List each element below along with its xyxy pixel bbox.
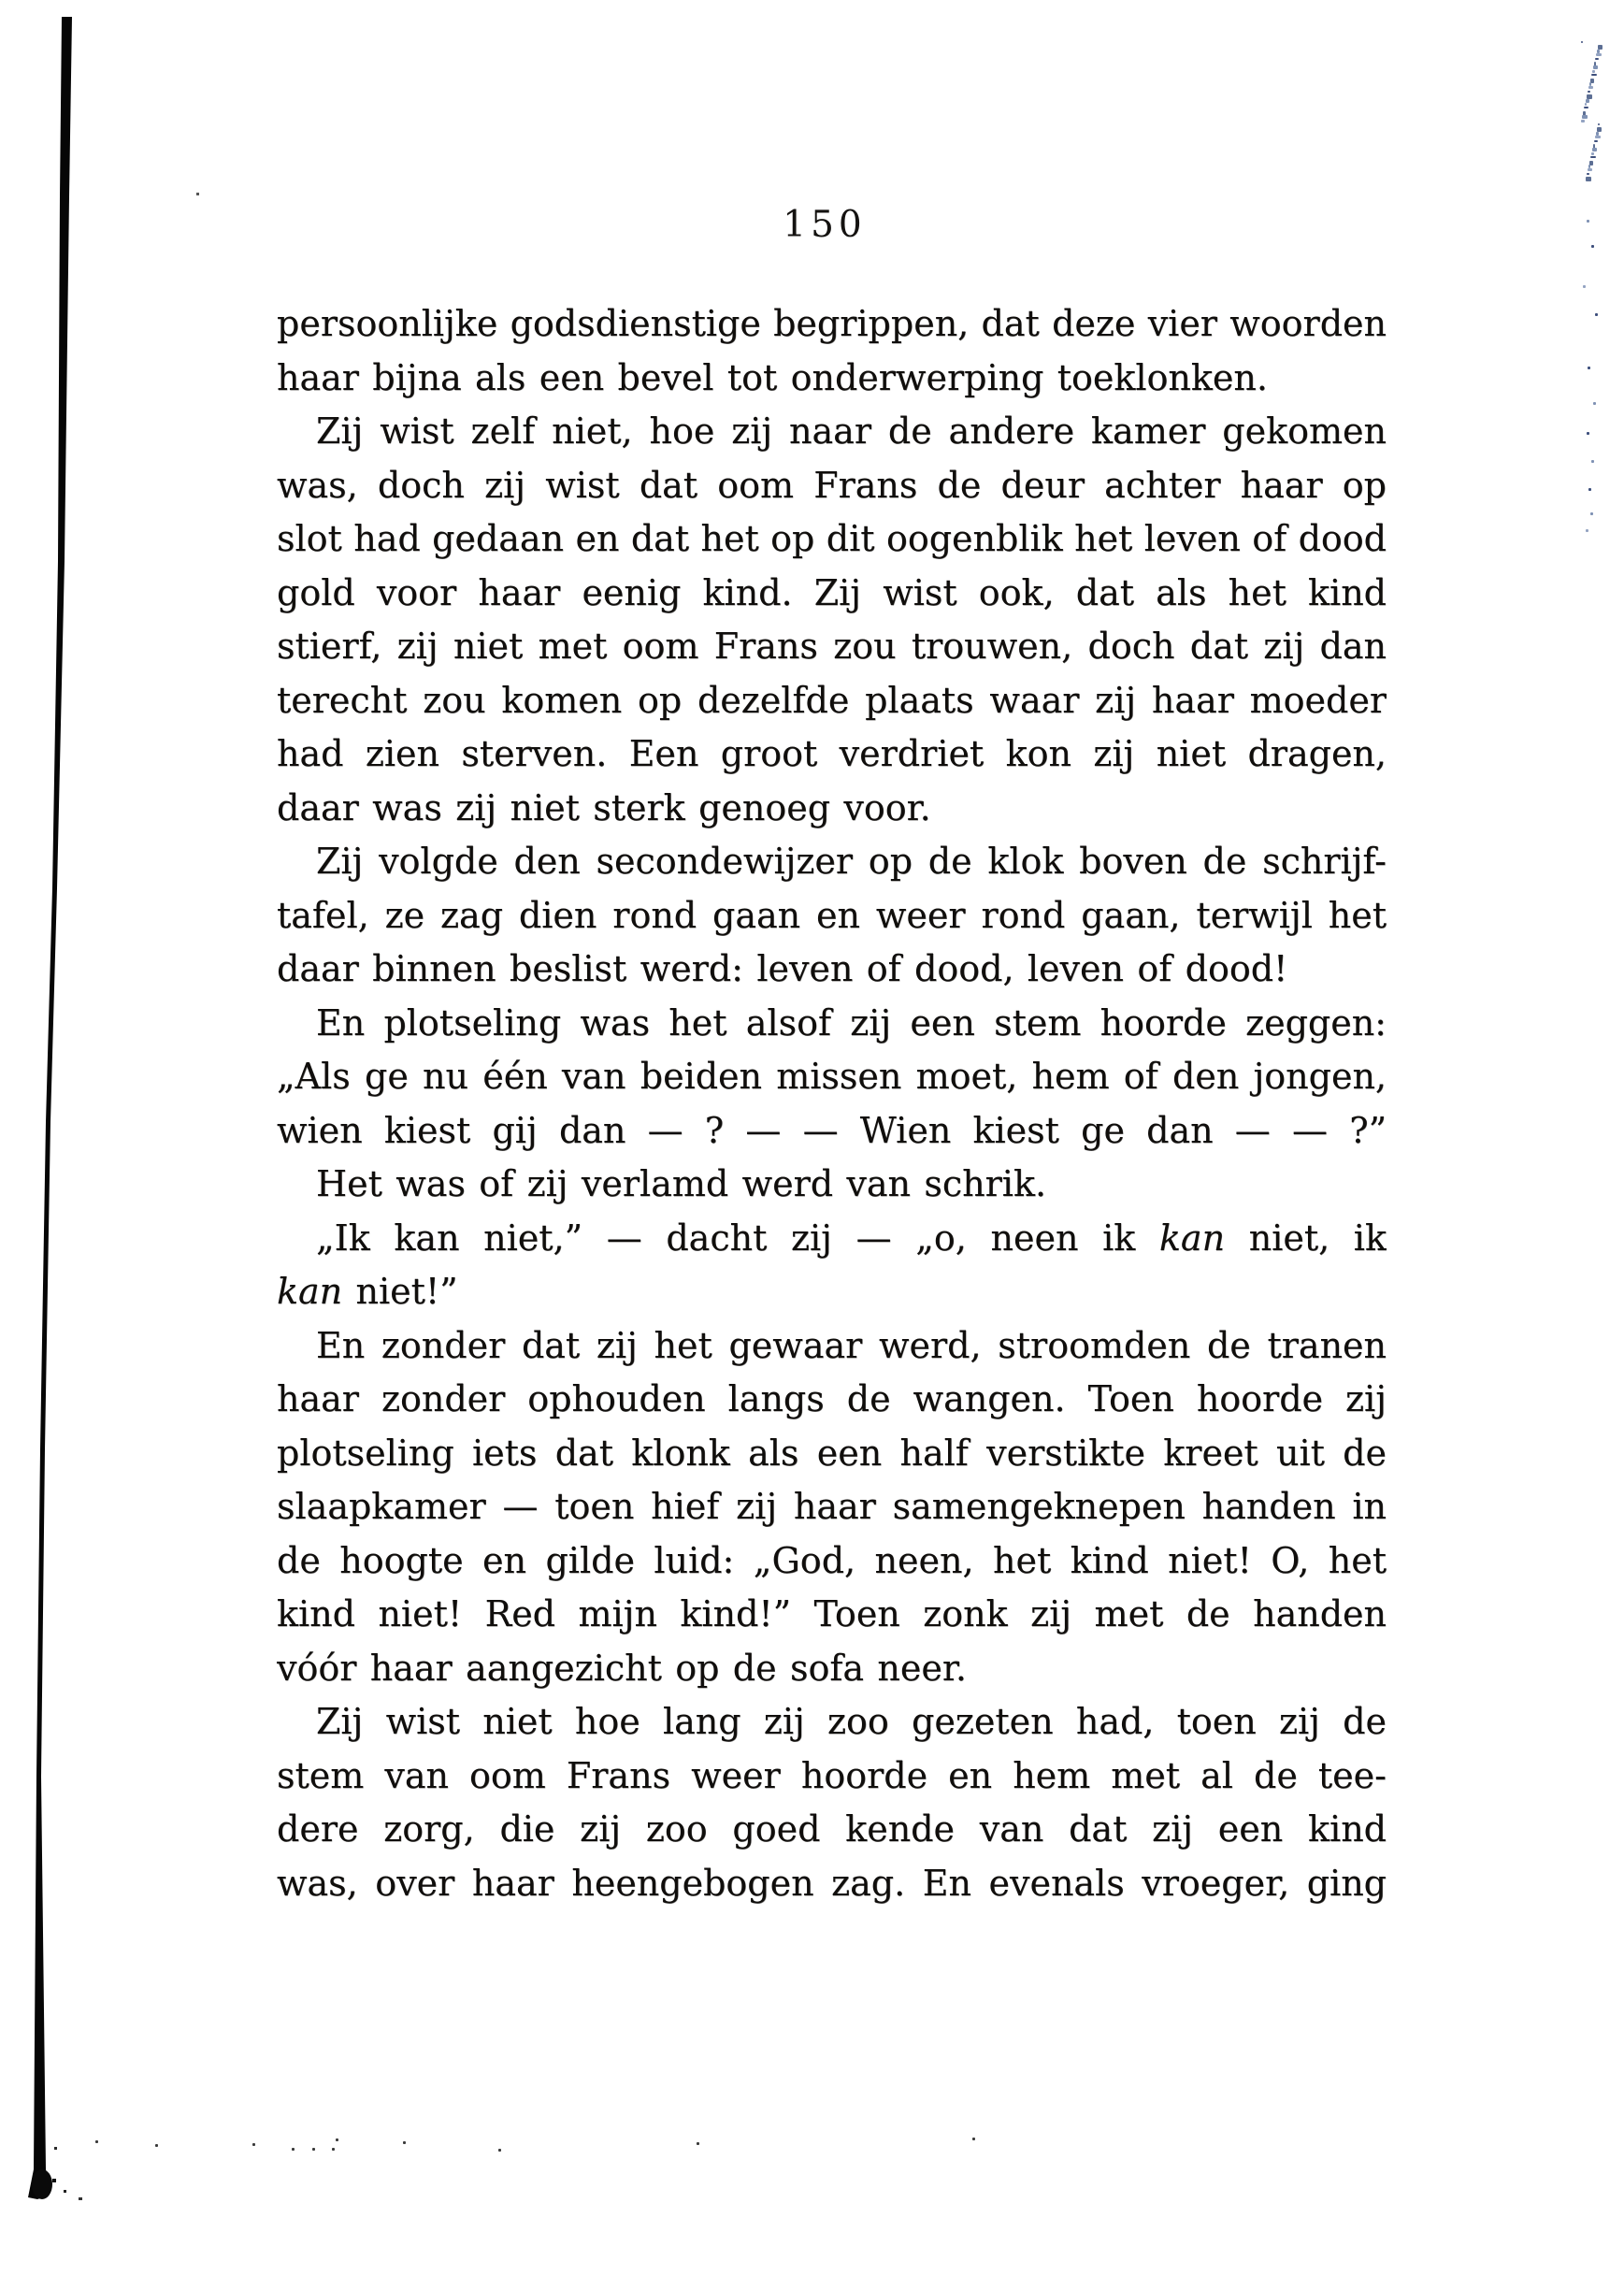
text-segment: daar was zij niet sterk genoeg voor. [277,786,931,828]
text-segment: gold voor haar eenig kind. Zij wist ook, dat als het kind [277,571,1387,613]
scan-speck [1590,156,1596,158]
text-line [277,1642,1387,1696]
scan-speck [1585,103,1587,106]
scan-speck [1587,173,1589,175]
scan-speck [1588,488,1591,491]
text-line [277,1695,1387,1749]
text-segment: plotseling iets dat klonk als een half verstikte kreet uit de [277,1432,1387,1474]
text-line [277,1104,1387,1159]
text-segment: tafel, ze zag dien rond gaan en weer rond gaan, terwijl het [277,894,1387,936]
text-segment: En plotseling was het alsof zij een stem hoorde zeggen: [316,1001,1387,1044]
scan-speck [1591,245,1594,248]
text-segment: vóór haar aangezicht op de sofa neer. [277,1647,967,1689]
scan-speck [1592,70,1595,73]
text-segment: was, over haar heengebogen zag. En evenals vroeger, ging [277,1862,1387,1904]
text-segment: niet, ik [1225,1217,1387,1259]
text-segment: haar bijna als een bevel tot onderwerping toeklonken. [277,356,1268,398]
text-segment: kind niet! Red mijn kind!” Toen zonk zij met de handen [277,1593,1387,1634]
scan-speck [1596,53,1602,56]
scan-speck [336,2138,338,2141]
scan-speck [1581,120,1585,122]
scan-speck [1587,432,1589,435]
scan-speck [1586,177,1591,181]
page-number: 150 [783,204,867,246]
scan-speck [95,2140,98,2143]
text-segment: dere zorg, die zij zoo goed kende van dat zij een kind [277,1808,1387,1850]
scan-speck [1588,367,1590,369]
scan-speck [1588,86,1593,89]
scan-speck [1584,107,1588,108]
text-segment: slaapkamer — toen hief zij haar samengeknepen handen in [277,1486,1387,1527]
scan-speck [1589,82,1591,86]
text-segment: „Als ge nu één van beiden missen moet, hem of den jongen, [277,1056,1387,1097]
scan-speck [1588,91,1590,93]
text-segment: was, doch zij wist dat oom Frans de deur achter haar op [277,464,1387,506]
text-line [277,1212,1387,1266]
text-line [277,1749,1387,1804]
scan-speck [1593,402,1596,405]
text-line [277,352,1387,406]
scan-speck [292,2148,295,2151]
text-segment: „Ik kan niet,” — dacht zij — „o, neen ik [316,1217,1159,1259]
scan-speck [1595,58,1599,60]
text-line [277,1373,1387,1427]
scan-speck [1594,140,1598,142]
scan-speck [1591,152,1594,155]
text-line [277,512,1387,567]
scan-speck [1590,512,1593,515]
text-segment: Zij volgde den secondewijzer op de klok boven de schrijf- [316,841,1387,882]
text-line [277,1158,1387,1212]
scan-speck [155,2144,158,2147]
scan-speck [1597,50,1600,53]
text-line [277,567,1387,621]
text-segment: wien kiest gij dan — ? — — Wien kiest ge dan — — ?” [277,1109,1387,1151]
italic-word: kan [1158,1217,1226,1259]
text-segment: had zien sterven. Een groot verdriet kon zij niet dragen, [277,733,1387,774]
text-line [277,943,1387,997]
scan-speck [972,2138,975,2140]
scan-speck [697,2142,699,2145]
text-line [277,997,1387,1051]
text-segment: terecht zou komen op dezelfde plaats waar zij haar moeder [277,679,1387,721]
text-line [277,1857,1387,1911]
text-segment: En zonder dat zij het gewaar werd, stroomden de tranen [316,1324,1387,1366]
scan-speck [332,2148,335,2151]
text-line [277,1534,1387,1589]
text-segment: stierf, zij niet met oom Frans zou trouwen, doch dat zij dan [277,626,1387,667]
scan-speck [312,2148,315,2151]
scan-speck [1588,168,1592,171]
text-line [277,1803,1387,1857]
scan-speck [1586,99,1589,103]
scan-speck [1595,313,1598,316]
scan-speck [1591,74,1597,76]
scan-speck [1588,165,1590,168]
text-segment: Het was of zij verlamd werd van schrik. [316,1163,1047,1204]
text-segment: Zij wist zelf niet, hoe zij naar de andere kamer gekomen [316,410,1387,452]
text-line [277,405,1387,459]
text-line [277,1050,1387,1104]
scan-speck [1581,41,1583,43]
text-segment: daar binnen beslist werd: leven of dood, leven of dood! [277,948,1288,989]
scan-speck [1591,460,1594,463]
text-segment: persoonlijke godsdienstige begrippen, dat deze vier woorden [277,303,1387,344]
text-line [277,459,1387,513]
scan-speck [498,2149,501,2152]
scan-speck [1596,132,1599,136]
italic-word: kan [277,1271,343,1312]
text-line [277,835,1387,889]
text-line [277,782,1387,836]
text-line [277,1265,1387,1319]
text-line [277,1427,1387,1481]
scan-speck [1582,115,1588,119]
scan-speck [252,2143,255,2146]
scan-speck [1586,529,1588,532]
text-line [277,620,1387,674]
scan-speck [1598,123,1600,125]
scan-speck [1592,148,1597,151]
page-text [277,297,1387,1910]
scan-speck [1595,136,1601,138]
text-line [277,889,1387,943]
scan-speck [403,2141,406,2144]
text-line [277,1480,1387,1534]
text-segment: haar zonder ophouden langs de wangen. Toen hoorde zij [277,1378,1387,1419]
text-segment: Zij wist niet hoe lang zij zoo gezeten had, toen zij de [316,1701,1387,1742]
text-segment: de hoogte en gilde luid: „God, neen, het kind niet! O, het [277,1539,1387,1581]
scan-speck [1593,65,1598,69]
text-line [277,727,1387,782]
scan-speck [1583,285,1586,288]
text-line [277,674,1387,728]
text-segment: niet!” [342,1271,458,1312]
text-segment: slot had gedaan en dat het op dit oogenblik het leven of dood [277,518,1387,559]
text-line [277,1319,1387,1374]
text-line [277,297,1387,352]
text-line [277,1588,1387,1642]
text-segment: stem van oom Frans weer hoorde en hem met al de tee- [277,1754,1387,1796]
scan-speck [1587,220,1589,223]
